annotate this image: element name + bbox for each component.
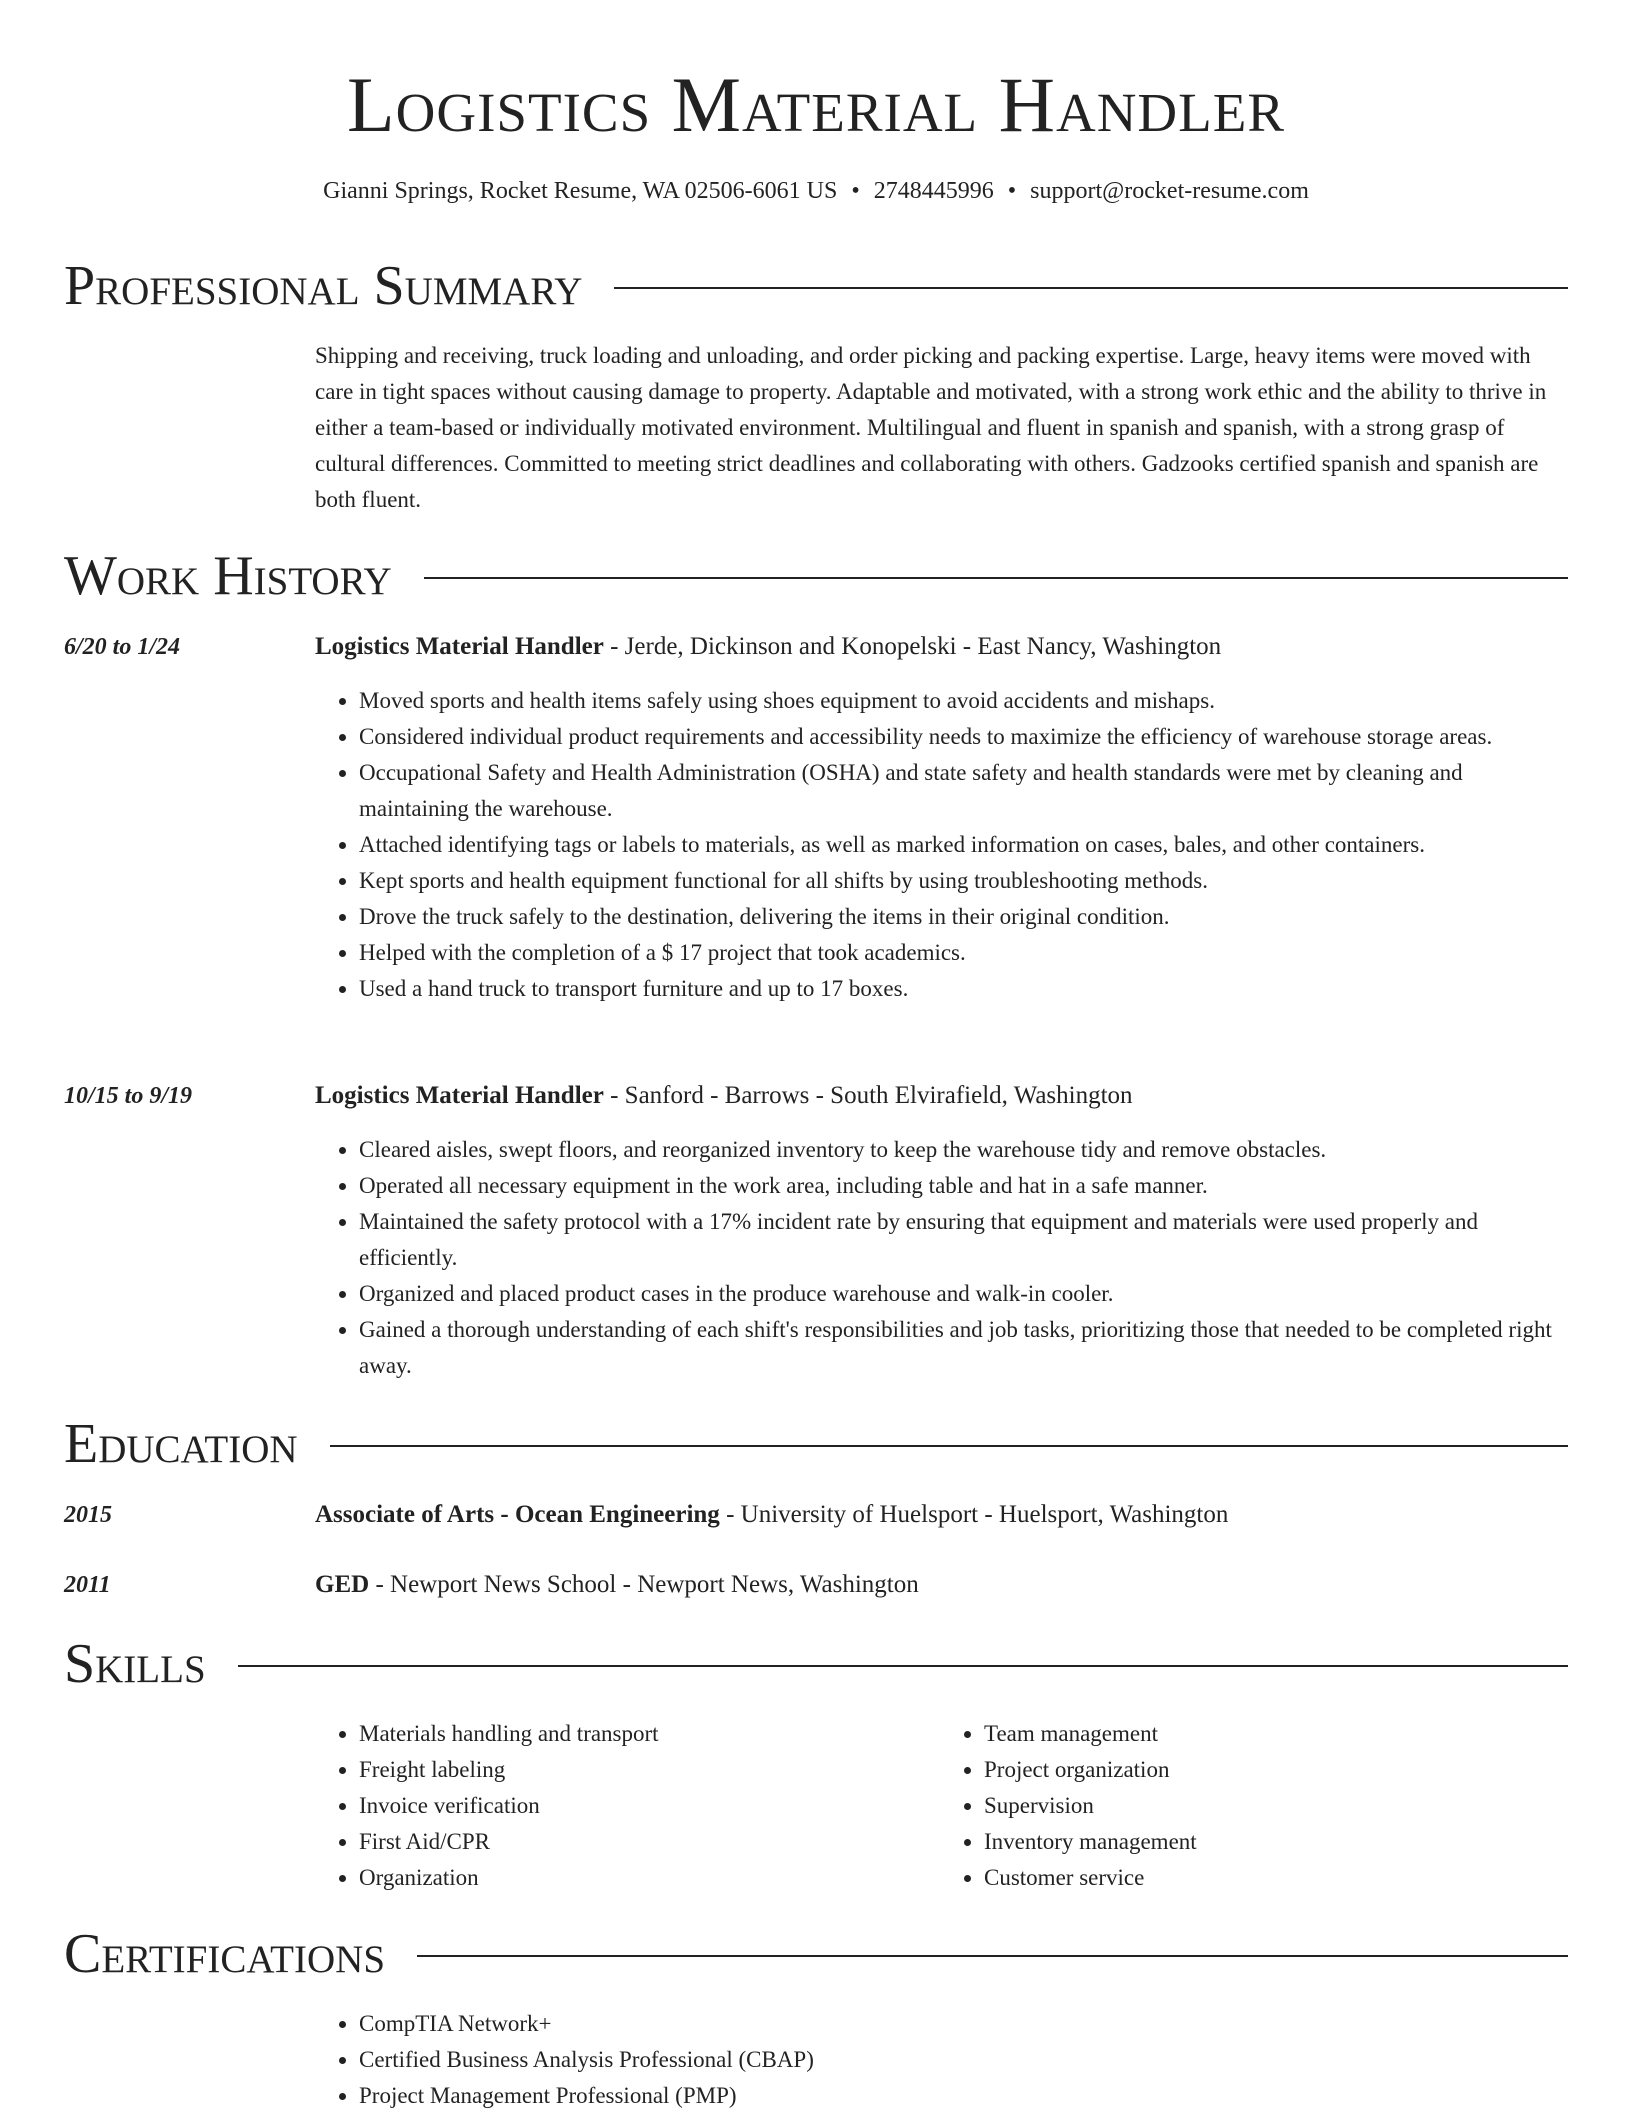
job-dates: 6/20 to 1/24 bbox=[64, 634, 181, 660]
contact-line bbox=[0, 176, 1632, 206]
school-details: - University of Huelsport - Huelsport, Washington bbox=[719, 1501, 1229, 1528]
skill-item: • Materials handling and transport bbox=[359, 1716, 940, 1752]
skill-item: • Project organization bbox=[984, 1752, 1565, 1788]
job-bullets bbox=[315, 1132, 1566, 1384]
separator: • bbox=[1007, 178, 1017, 204]
certifications-list bbox=[315, 2006, 1566, 2114]
education-heading bbox=[64, 1414, 1568, 1474]
degree: GED bbox=[315, 1571, 370, 1598]
candidate-name: Logistics Material Handler bbox=[346, 61, 1286, 148]
skill-item: • Supervision bbox=[984, 1788, 1565, 1824]
skill-item: • Team management bbox=[984, 1716, 1565, 1752]
section-divider bbox=[330, 1445, 1568, 1447]
summary-text: Shipping and receiving, truck loading and unloading, and order picking and packing expertise. Large, heavy items were moved with care in tight spaces without causing damage to property. Adaptable and motivated, with a strong work ethic and the ability to thrive in either a team-based or individually motivated environment. Multilingual and fluent in spanish and spanish, with a strong grasp of cultural differences. Committed to meeting strict deadlines and collaborating with others. Gadzooks certified spanish and spanish are both fluent. bbox=[315, 343, 1547, 512]
skills-column-left bbox=[315, 1716, 940, 1896]
list-item: • Kept sports and health equipment functional for all shifts by using troubleshooting methods. bbox=[359, 863, 1566, 899]
section-title: Certifications bbox=[64, 1923, 386, 1985]
list-item: • Attached identifying tags or labels to materials, as well as marked information on cases, bales, and other containers. bbox=[359, 827, 1566, 863]
email[interactable]: support@rocket-resume.com bbox=[1030, 178, 1309, 204]
certification-item: • CompTIA Network+ bbox=[359, 2006, 1566, 2042]
school-details: - Newport News School - Newport News, Washington bbox=[369, 1571, 919, 1598]
certification-item: • Certified Business Analysis Professional (CBAP) bbox=[359, 2042, 1566, 2078]
section-title: Work History bbox=[64, 545, 392, 607]
education-year: 2011 bbox=[64, 1572, 111, 1598]
skill-item: • First Aid/CPR bbox=[359, 1824, 940, 1860]
job-bullets bbox=[315, 683, 1566, 1007]
list-item: • Used a hand truck to transport furniture and up to 17 boxes. bbox=[359, 971, 1566, 1007]
skills-list bbox=[315, 1716, 1565, 1896]
list-item: • Drove the truck safely to the destination, delivering the items in their original condition. bbox=[359, 899, 1566, 935]
skill-item: • Organization bbox=[359, 1860, 940, 1896]
skill-item: • Invoice verification bbox=[359, 1788, 940, 1824]
address: Gianni Springs, Rocket Resume, WA 02506-6061 US bbox=[323, 178, 838, 204]
certifications-heading bbox=[64, 1924, 1568, 1984]
certification-item: • Project Management Professional (PMP) bbox=[359, 2078, 1566, 2114]
list-item: • Operated all necessary equipment in the work area, including table and hat in a safe manner. bbox=[359, 1168, 1566, 1204]
list-item: • Gained a thorough understanding of each shift's responsibilities and job tasks, prioritizing those that needed to be completed right away. bbox=[359, 1312, 1566, 1384]
section-divider bbox=[424, 577, 1568, 579]
list-item: • Helped with the completion of a $ 17 project that took academics. bbox=[359, 935, 1566, 971]
separator: • bbox=[851, 178, 860, 204]
skill-item: • Freight labeling bbox=[359, 1752, 940, 1788]
list-item: • Maintained the safety protocol with a 17% incident rate by ensuring that equipment and materials were used properly and efficiently. bbox=[359, 1204, 1566, 1276]
list-item: • Moved sports and health items safely using shoes equipment to avoid accidents and mishaps. bbox=[359, 683, 1566, 719]
summary-heading bbox=[64, 256, 1568, 316]
work-history-heading bbox=[64, 546, 1568, 606]
skill-item: • Customer service bbox=[984, 1860, 1565, 1896]
education-year: 2015 bbox=[64, 1502, 112, 1528]
skills-column-right bbox=[940, 1716, 1565, 1896]
skills-heading bbox=[64, 1634, 1568, 1694]
degree: Associate of Arts - Ocean Engineering bbox=[315, 1501, 720, 1528]
job-details: - Jerde, Dickinson and Konopelski - East Nancy, Washington bbox=[603, 633, 1222, 660]
section-divider bbox=[417, 1955, 1568, 1957]
section-title: Professional Summary bbox=[64, 255, 583, 317]
job-dates: 10/15 to 9/19 bbox=[64, 1083, 193, 1109]
job-title: Logistics Material Handler bbox=[315, 633, 604, 660]
list-item: • Considered individual product requirements and accessibility needs to maximize the efficiency of warehouse storage areas. bbox=[359, 719, 1566, 755]
section-divider bbox=[614, 287, 1568, 289]
job-heading bbox=[315, 629, 1566, 665]
section-title: Skills bbox=[64, 1633, 206, 1695]
list-item: • Cleared aisles, swept floors, and reorganized inventory to keep the warehouse tidy and remove obstacles. bbox=[359, 1132, 1566, 1168]
list-item: • Occupational Safety and Health Administration (OSHA) and state safety and health standards were met by cleaning and maintaining the warehouse. bbox=[359, 755, 1566, 827]
education-entry bbox=[315, 1567, 1566, 1603]
job-title: Logistics Material Handler bbox=[315, 1082, 604, 1109]
phone: 2748445996 bbox=[873, 178, 994, 204]
job-heading bbox=[315, 1078, 1566, 1114]
section-divider bbox=[238, 1665, 1568, 1667]
skill-item: • Inventory management bbox=[984, 1824, 1565, 1860]
job-details: - Sanford - Barrows - South Elvirafield, Washington bbox=[603, 1082, 1133, 1109]
education-entry bbox=[315, 1497, 1566, 1533]
section-title: Education bbox=[64, 1413, 298, 1475]
list-item: • Organized and placed product cases in the produce warehouse and walk-in cooler. bbox=[359, 1276, 1566, 1312]
